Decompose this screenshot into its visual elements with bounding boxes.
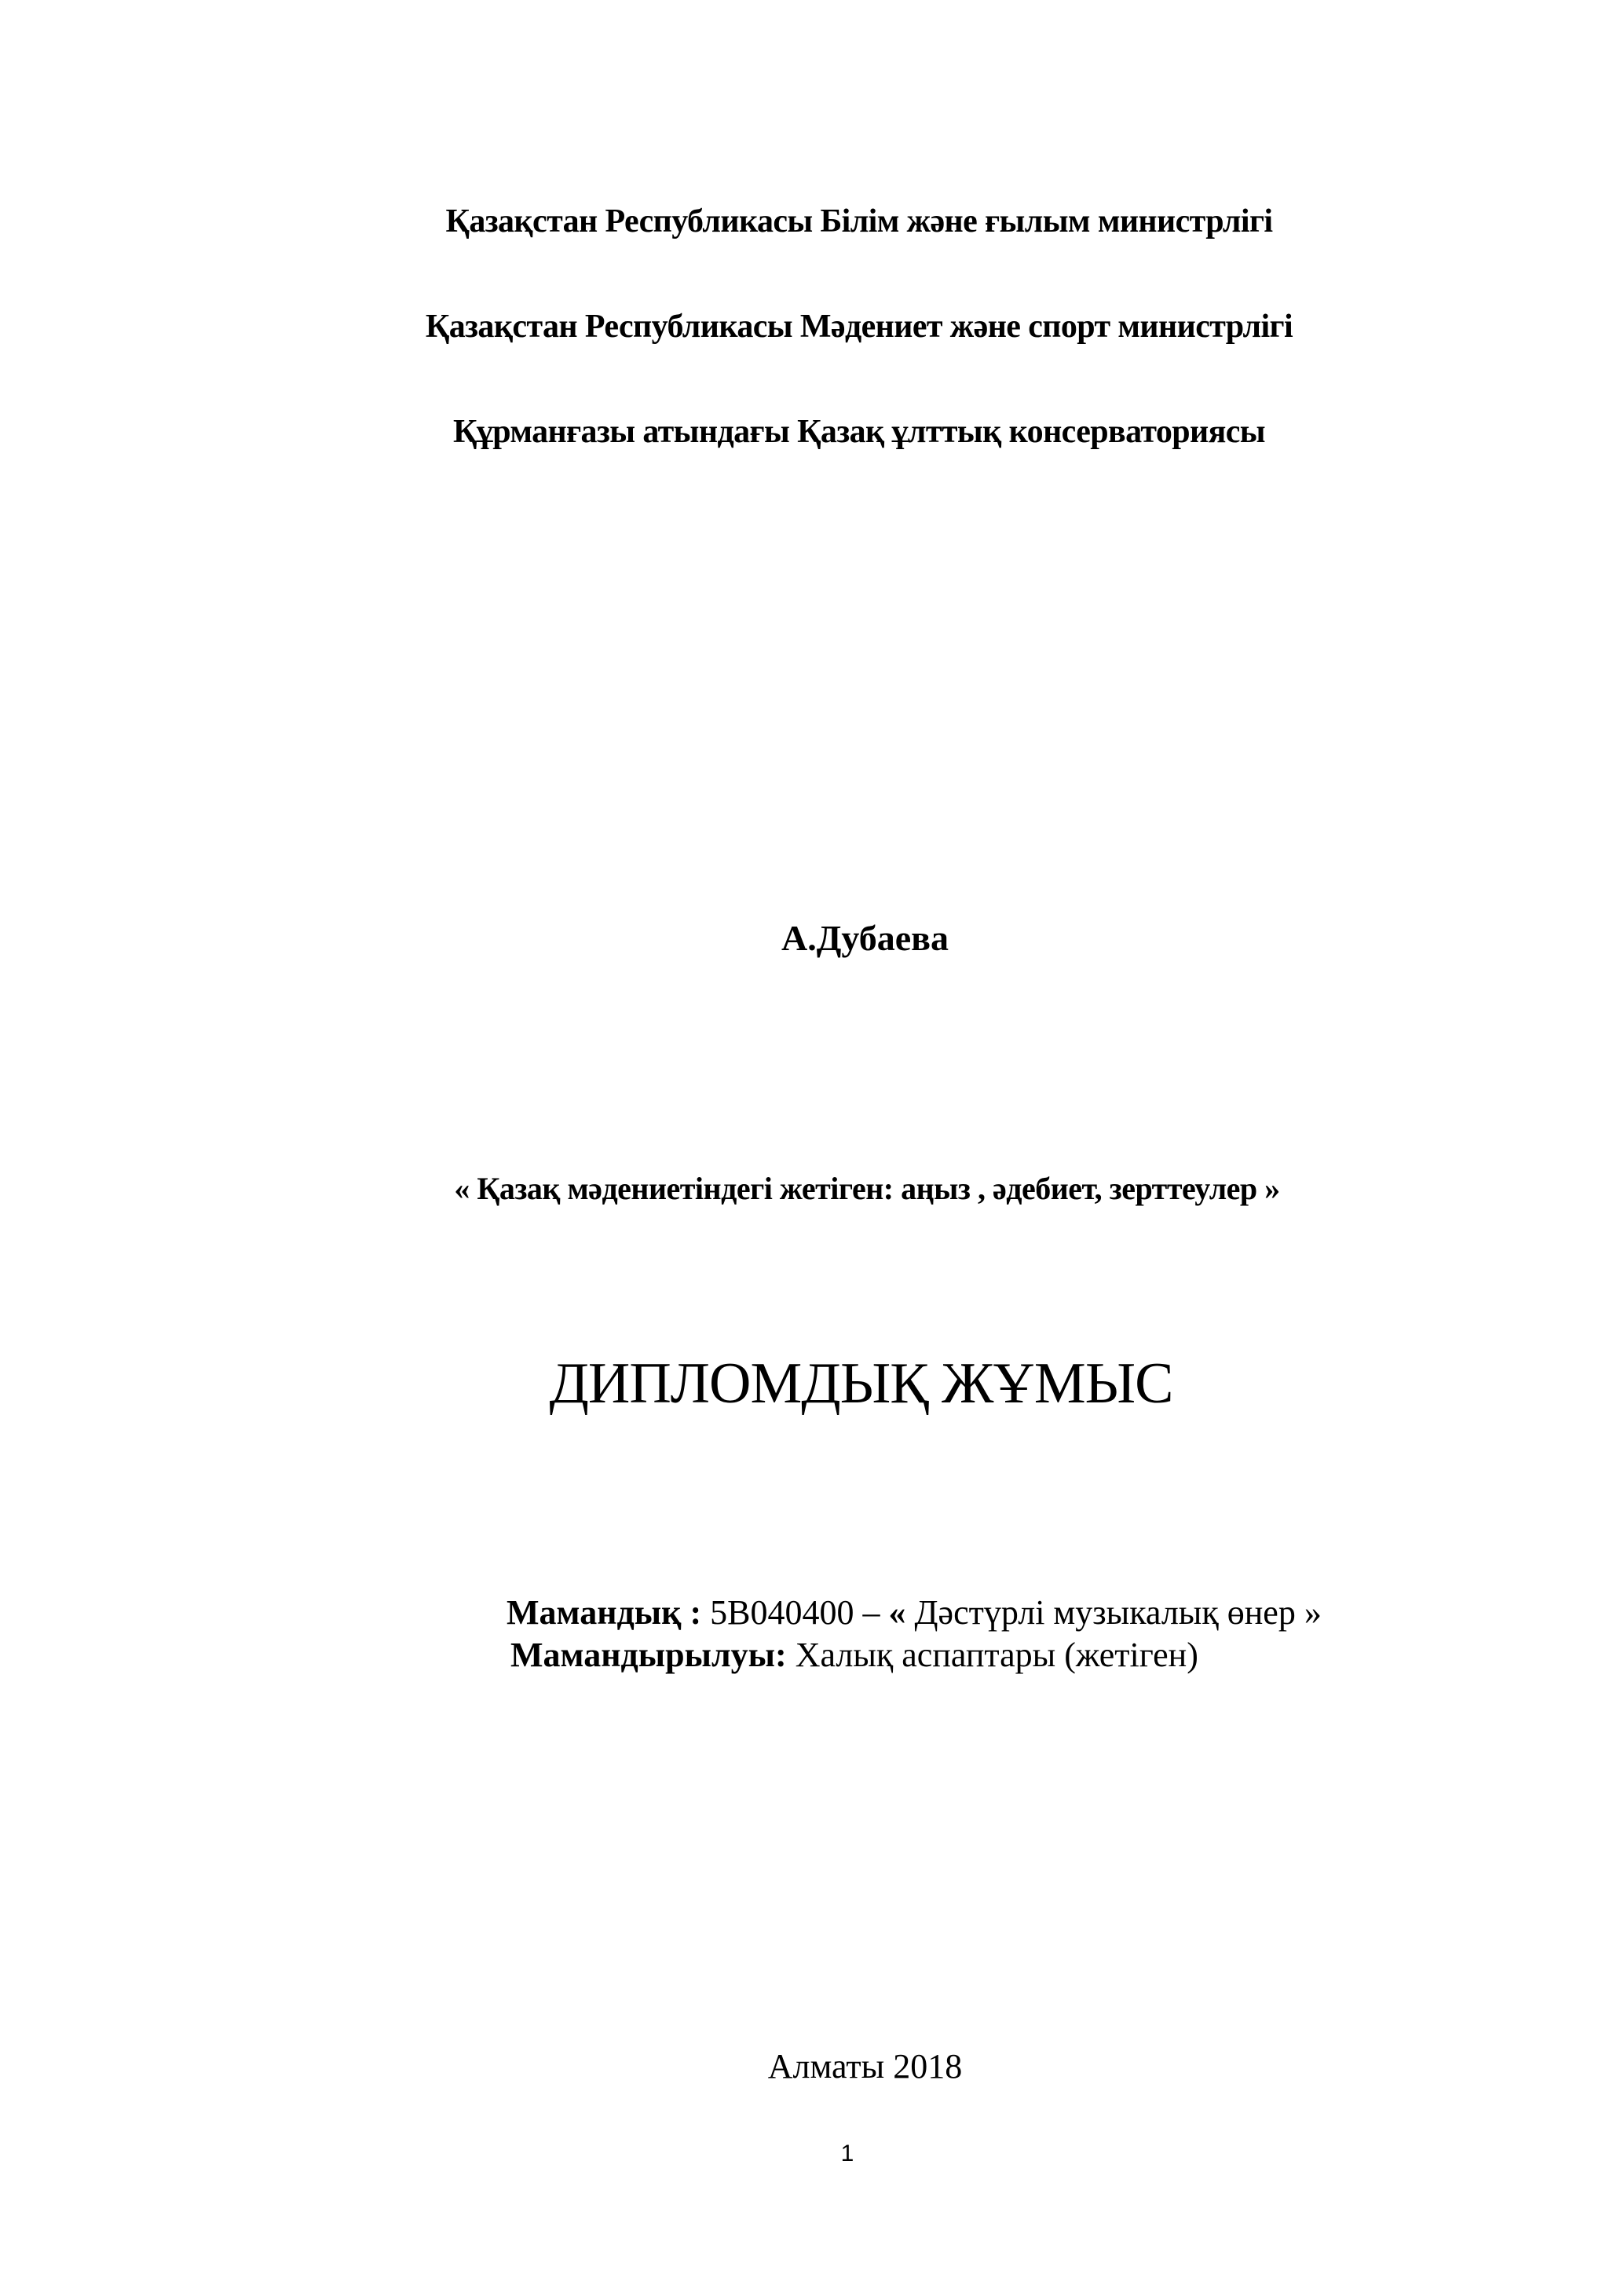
specialty-code: 5В040400 –	[701, 1593, 889, 1632]
specialty-open-quote: «	[888, 1593, 906, 1632]
specialty-name: Дәстүрлі музыкалық өнер »	[905, 1593, 1322, 1632]
ministry-culture-heading: Қазақстан Республикасы Мәдениет және спорт министрлігі	[425, 309, 1293, 345]
city-year: Алматы 2018	[767, 2047, 963, 2086]
specialty-label: Мамандық :	[507, 1593, 702, 1632]
author-name: А.Дубаева	[781, 918, 949, 958]
institution-heading: Құрманғазы атындағы Қазақ ұлттық консерваториясы	[452, 414, 1266, 450]
specialization-line	[510, 1635, 1198, 1675]
page-number: 1	[840, 2141, 854, 2166]
specialization-label: Мамандырылуы:	[510, 1636, 787, 1674]
specialization-value: Халық аспаптары (жетіген)	[786, 1636, 1198, 1674]
document-type-title: ДИПЛОМДЫҚ ЖҰМЫС	[549, 1351, 1173, 1416]
specialty-line	[507, 1592, 1322, 1632]
ministry-education-heading: Қазақстан Республикасы Білім және ғылым министрлігі	[445, 203, 1273, 239]
thesis-topic: « Қазақ мәдениетіндегі жетіген: аңыз , әдебиет, зерттеулер »	[454, 1171, 1280, 1206]
